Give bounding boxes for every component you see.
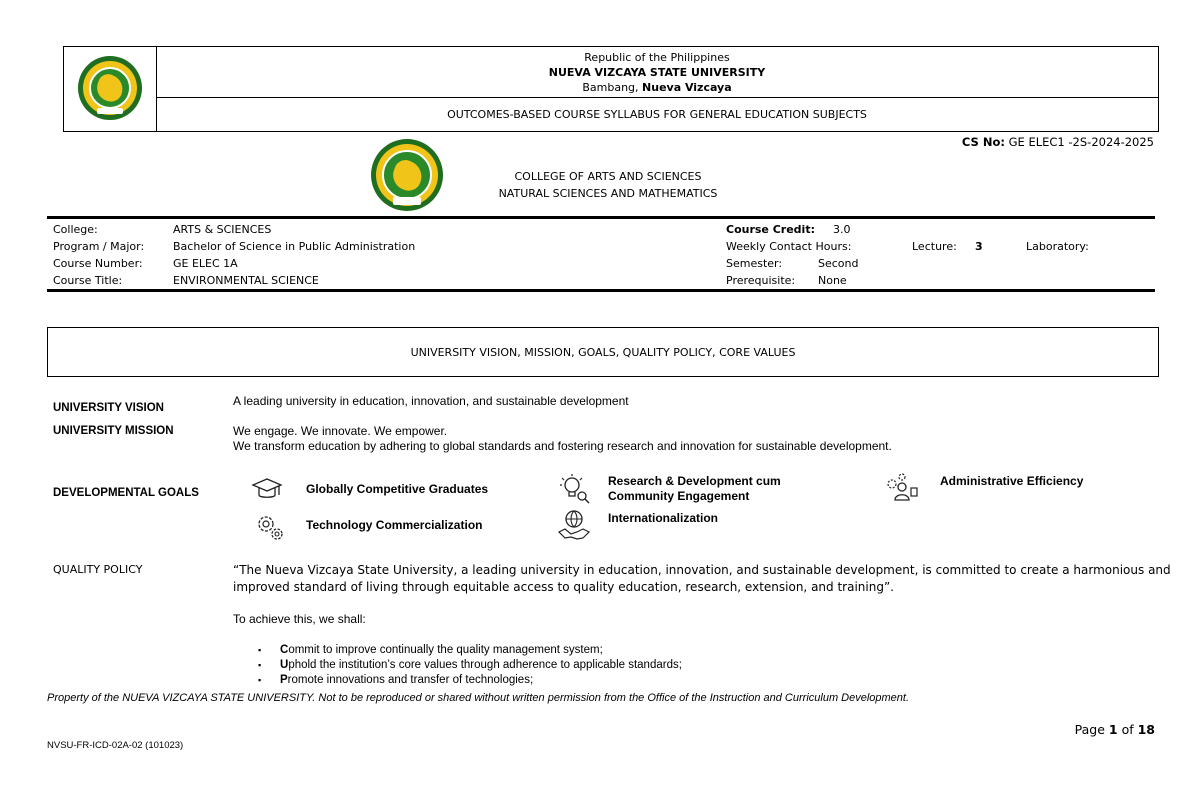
goal-internationalization: Internationalization [608,511,719,525]
property-note: Property of the NUEVA VIZCAYA STATE UNIVERSITY. Not to be reproduced or shared without written permission from the Office of the Instruction and Curriculum Development. [47,692,910,704]
syllabus-title: OUTCOMES-BASED COURSE SYLLABUS FOR GENERAL EDUCATION SUBJECTS [447,108,867,121]
college-block [470,168,746,202]
list-item: ▪ Commit to improve continually the quality management system; [256,643,682,658]
quality-policy-label: QUALITY POLICY [53,563,143,576]
college-seal-icon [371,139,443,211]
goals-label: DEVELOPMENTAL GOALS [53,487,199,499]
prerequisite-value: None [818,274,847,287]
quality-policy-text [233,562,1171,596]
department-name: NATURAL SCIENCES AND MATHEMATICS [498,187,718,200]
mission-line-2: We transform education by adhering to global standards and fostering research and innovation for sustainable development. [233,439,892,453]
mission-label: UNIVERSITY MISSION [53,425,174,437]
graduation-cap-icon [250,473,284,507]
page-number: Page 1 of 18 [1074,722,1155,737]
semester-value: Second [818,257,859,270]
goal-globally-competitive: Globally Competitive Graduates [306,482,489,496]
university-seal-icon [78,56,142,120]
header-logo-cell [64,47,157,131]
vision-text: A leading university in education, innovation, and sustainable development [233,394,629,408]
section-title: UNIVERSITY VISION, MISSION, GOALS, QUALITY POLICY, CORE VALUES [410,345,796,359]
info-bottom-rule [47,289,1155,292]
location-prefix: Bambang, [582,81,643,94]
goal-technology-commercialization: Technology Commercialization [306,518,483,532]
lightbulb-research-icon [557,472,591,506]
course-title-label: Course Title: [53,274,123,287]
list-item: ▪ Promote innovations and transfer of technologies; [256,673,682,688]
quality-policy-list [256,643,682,688]
cs-number [962,135,1154,149]
document-header [63,46,1159,132]
university-location [156,81,1158,95]
program-value: Bachelor of Science in Public Administration [173,240,416,253]
college-label: College: [53,223,98,236]
quality-policy-line-2: improved standard of living through equitable access to quality education, research, extension, and training”. [233,580,894,594]
contact-hours-label: Weekly Contact Hours: [726,240,852,253]
goal-administrative-efficiency: Administrative Efficiency [940,474,1084,488]
cs-number-label: CS No: [961,135,1005,149]
lecture-label: Lecture: [912,240,957,253]
course-number-value: GE ELEC 1A [173,257,238,270]
section-title-box [47,327,1159,377]
mission-text [233,424,892,454]
header-divider [156,97,1158,98]
semester-label: Semester: [726,257,783,270]
location-province: Nueva Vizcaya [642,81,732,94]
course-title-value: ENVIRONMENTAL SCIENCE [173,274,319,287]
course-number-label: Course Number: [53,257,143,270]
info-top-rule [47,216,1155,219]
university-name: NUEVA VIZCAYA STATE UNIVERSITY [548,66,766,79]
college-name: COLLEGE OF ARTS AND SCIENCES [514,170,702,183]
mission-line-1: We engage. We innovate. We empower. [233,424,448,438]
goal-research-line-2: Community Engagement [608,489,750,503]
prerequisite-label: Prerequisite: [726,274,796,287]
laboratory-label: Laboratory: [1026,240,1089,253]
admin-person-gears-icon [885,472,919,506]
gears-icon [252,509,286,543]
course-credit-value: 3.0 [833,223,851,236]
republic-line: Republic of the Philippines [584,51,730,64]
cs-number-value: GE ELEC1 -2S-2024-2025 [1004,135,1154,149]
program-label: Program / Major: [53,240,145,253]
college-value: ARTS & SCIENCES [173,223,272,236]
list-item: ▪ Uphold the institution’s core values through adherence to applicable standards; [256,658,682,673]
vision-label: UNIVERSITY VISION [53,402,164,414]
goal-research-development [608,474,781,504]
quality-policy-line-1: “The Nueva Vizcaya State University, a leading university in education, innovation, and sustainable development, is committed to create a harmonious and [233,563,1171,577]
quality-policy-intro: To achieve this, we shall: [233,612,366,626]
form-code: NVSU-FR-ICD-02A-02 (101023) [47,740,184,751]
lecture-value: 3 [975,240,983,253]
course-credit-label: Course Credit: [726,223,815,236]
goal-research-line-1: Research & Development cum [608,474,781,488]
globe-handshake-icon [557,508,591,542]
